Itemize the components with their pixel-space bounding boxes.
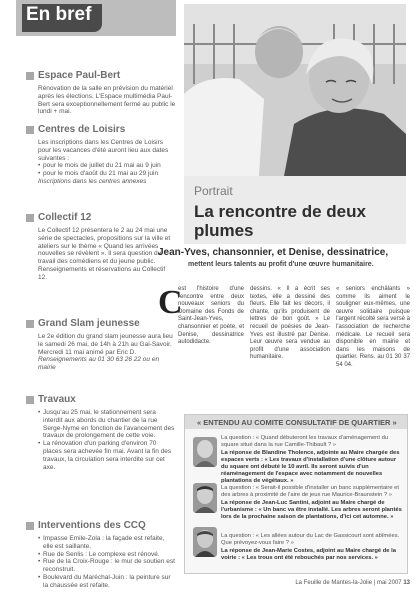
qa-entry bbox=[221, 533, 403, 562]
section-title: Espace Paul-Bert bbox=[38, 70, 121, 81]
section-grand-slam bbox=[26, 318, 176, 372]
article-body bbox=[158, 286, 410, 406]
comite-title: « ENTENDU AU COMITE CONSULTATIF DE QUARTIER » bbox=[197, 418, 397, 427]
bullet-square-icon bbox=[26, 72, 34, 80]
person-photo bbox=[193, 437, 217, 467]
section-title: Collectif 12 bbox=[38, 212, 92, 223]
answer-text: La réponse de Jean-Luc Santini, adjoint au Maire chargé de l'urbanisme : « Un banc va être installé. Les arbres seront plantés lors de la prochaine saison de plantations, d'ici cet automne. » bbox=[221, 500, 402, 520]
section-body: Les inscriptions dans les Centres de Loisirs pour les vacances d'été auront lieu aux dates suivantes : bbox=[38, 139, 169, 162]
headline-block bbox=[184, 176, 406, 244]
question-text: La question : « Les allées autour du Lac de Gassicourt sont abîmées. Que prévoyez-vous faire ? » bbox=[221, 533, 400, 546]
en-bref-sidebar bbox=[16, 0, 176, 600]
article-column-2: dessins. « Il a écrit ses textes, elle a dessiné des fleurs. Elle fait les décors, il chante, qu'ils produisent de lettres de bon goût. » Le recueil de poésies de Jean-Yves est illustré par Denise. Leur œuvre sera vendue au profit d'une association humanitaire. bbox=[250, 286, 330, 361]
bullet-square-icon bbox=[26, 396, 34, 404]
article-column-1: est l'histoire d'une rencontre entre deux nouveaux seniors du Domaine des Fonds de Saint-Jean-Yves, chansonnier et poète, et Denise, dessinatrice autodidacte. bbox=[178, 286, 244, 346]
section-body: Le 2e édition du grand slam jeunesse aura lieu le samedi 26 mai, de 14h à 21h au Gai-Savoir. Mercredi 11 mai animé par Eric D. bbox=[38, 333, 173, 356]
portrait-photo bbox=[184, 4, 406, 176]
qa-entry bbox=[221, 485, 403, 521]
bullet-square-icon bbox=[26, 126, 34, 134]
list-item: • Boulevard du Maréchal-Juin : la peinture sur la chaussée est refaite. bbox=[38, 574, 176, 590]
section-body: Le Collectif 12 présentera le 2 au 24 mai une série de spectacles, propositions sur la ville et ateliers sur le thème « Quand les arrivées nouvelles se révèlent ». Il sera question du travail des comédiens et du jeune public. Renseignements et réservations au Collectif 12. bbox=[38, 227, 171, 281]
section-collectif-12 bbox=[26, 212, 176, 282]
section-title: Grand Slam jeunesse bbox=[38, 318, 140, 329]
section-title: Interventions des CCQ bbox=[38, 520, 146, 531]
photo-illustration bbox=[184, 4, 406, 176]
section-centres-de-loisirs bbox=[26, 124, 176, 186]
qa-entry bbox=[221, 435, 403, 485]
comite-consultatif-box bbox=[184, 414, 408, 574]
article-title: La rencontre de deux plumes bbox=[194, 202, 366, 240]
answer-text: La réponse de Jean-Marie Costes, adjoint au Maire chargé de la voirie : « Les trous ont été rebouchés par nos services. » bbox=[221, 548, 396, 561]
section-interventions-ccq bbox=[26, 520, 176, 590]
section-travaux bbox=[26, 394, 176, 471]
bullet-square-icon bbox=[26, 320, 34, 328]
portrait-kicker: Portrait bbox=[194, 184, 233, 198]
list-item: • Jusqu'au 25 mai, le stationnement sera interdit aux abords du chantier de la rue Serge-Nyme en fonction de l'avancement des travaux de prolongement de cette voie. bbox=[38, 409, 176, 440]
person-photo bbox=[193, 527, 217, 557]
section-title: Travaux bbox=[38, 394, 76, 405]
section-title: Centres de Loisirs bbox=[38, 124, 126, 135]
person-photo bbox=[193, 483, 217, 513]
page-number: 13 bbox=[403, 580, 410, 586]
section-note: Inscriptions dans les centres annexes bbox=[38, 177, 147, 185]
issue-date: mai 2007 bbox=[376, 580, 402, 586]
drop-cap: C bbox=[158, 284, 183, 321]
answer-text: La réponse de Blandine Tholence, adjointe au Maire chargée des espaces verts : « Les travaux d'installation d'une clôture autour du square ont débuté le 10 avril. Ils seront suivis d'un réaménagement de l'espace avec notamment de nouvelles plantations de végétaux. » bbox=[221, 450, 400, 484]
section-espace-paul-bert bbox=[26, 70, 176, 116]
question-text: La question : « Serait-il possible d'installer un banc supplémentaire et des arbres à proximité de l'aire de jeux rue Maurice-Braunstein ? » bbox=[221, 485, 400, 498]
article-column-3: « seniors enchâlants » comme ils aiment le souligner eux-mêmes, une œuvre solidaire puisque l'argent récolté sera versé à l'association de recherche médicale. Le recueil sera disponible en mairie et dans les maisons de quartier. Rens. au 01 30 37 54 04. bbox=[336, 286, 410, 368]
article-subtitle: Jean-Yves, chansonnier, et Denise, dessinatrice, bbox=[158, 247, 389, 258]
list-item: • La rénovation d'un parking d'environ 70 places sera achevée fin mai. Avant la fin des travaux, la circulation sera interdite sur cet axe. bbox=[38, 440, 176, 471]
list-item: • pour le mois de juillet du 21 mai au 9 juin bbox=[38, 162, 176, 170]
article-subtitle-line2: mettent leurs talents au profit d'une œuvre humanitaire. bbox=[188, 261, 374, 268]
list-item: • Rue de Senlis : Le complexe est rénové. bbox=[38, 551, 176, 559]
section-body: Rénovation de la salle en prévision du matériel après les élections. L'Espace multimédia Paul-Bert sera exceptionnellement fermé au public le lundi + mai. bbox=[38, 85, 176, 116]
section-note: Renseignements au 01 30 63 26 22 ou en mairie bbox=[38, 356, 160, 372]
publication-name: La Feuille de Mantes-la-Jolie bbox=[295, 580, 373, 586]
question-text: La question : « Quand débuteront les travaux d'aménagement du square situé dans la rue Camille-Thibault ? » bbox=[221, 435, 389, 448]
list-item: • pour le mois d'août du 21 mai au 29 juin bbox=[38, 170, 176, 178]
bullet-square-icon bbox=[26, 214, 34, 222]
list-item: • Rue de la Croix-Rouge : le mur de soutien est reconstruit. bbox=[38, 558, 176, 574]
en-bref-title: En bref bbox=[26, 4, 92, 25]
page-footer: La Feuille de Mantes-la-Jolie | mai 2007 13 bbox=[295, 580, 410, 586]
bullet-square-icon bbox=[26, 522, 34, 530]
list-item: • Impasse Emile-Zola : la façade est refaite, elle est saillante. bbox=[38, 535, 176, 551]
